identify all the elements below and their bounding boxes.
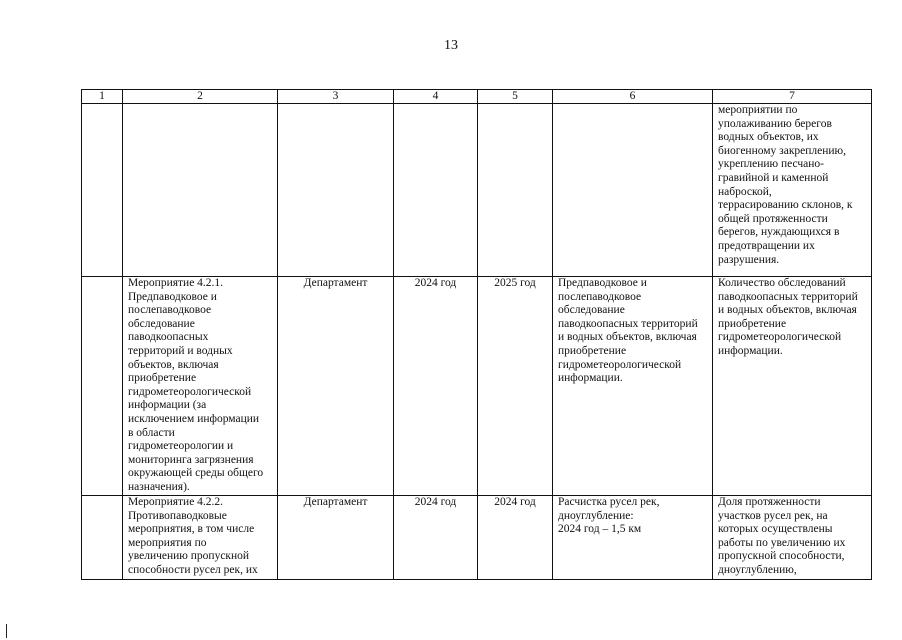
column-header: 4 [394,90,478,104]
table-row [82,104,872,277]
table-cell [478,104,553,277]
table-cell [82,496,123,580]
table-cell [82,104,123,277]
table-cell: Предпаводковое и послепаводковое обследование паводкоопасных территорий и водных объектов, включая приобретение гидрометеорологической информации. [553,277,713,496]
table-cell: Количество обследований паводкоопасных территорий и водных объектов, включая приобретение гидрометеорологической информации. [713,277,872,496]
table-cell [123,104,278,277]
table-cell [278,104,394,277]
table-cell: Мероприятие 4.2.2. Противопаводковые мероприятия, в том числе мероприятия по увеличению пропускной способности русел рек, их [123,496,278,580]
table-cell: 2024 год [478,496,553,580]
column-header: 5 [478,90,553,104]
table-cell: Мероприятие 4.2.1. Предпаводковое и послепаводковое обследование паводкоопасных территорий и водных объектов, включая приобретение гидрометеорологической информации (за исключением информации в области гидрометеорологии и мониторинга загрязнения окружающей среды общего назначения). [123,277,278,496]
column-header: 2 [123,90,278,104]
table-cell [82,277,123,496]
table-cell: 2025 год [478,277,553,496]
column-header: 1 [82,90,123,104]
table-cell: 2024 год [394,496,478,580]
margin-mark [6,624,7,638]
table-row [82,496,872,580]
page-number: 13 [444,38,458,53]
column-header: 3 [278,90,394,104]
column-header: 7 [713,90,872,104]
table-cell: мероприятии по уполаживанию берегов водных объектов, их биогенному закреплению, укреплению песчано- гравийной и каменной наброской, террасированию склонов, к общей протяженности берегов, нуждающихся в предотвращении их разрушения. [713,104,872,277]
table-cell: Доля протяженности участков русел рек, на которых осуществлены работы по увеличению их пропускной способности, дноуглублению, [713,496,872,580]
table-cell [553,104,713,277]
header-row [82,90,872,104]
table-cell: Департамент [278,496,394,580]
column-header: 6 [553,90,713,104]
table-cell: 2024 год [394,277,478,496]
document-table [81,89,872,580]
table-cell: Департамент [278,277,394,496]
table-cell: Расчистка русел рек, дноуглубление: 2024 год – 1,5 км [553,496,713,580]
table-cell [394,104,478,277]
table-row [82,277,872,496]
